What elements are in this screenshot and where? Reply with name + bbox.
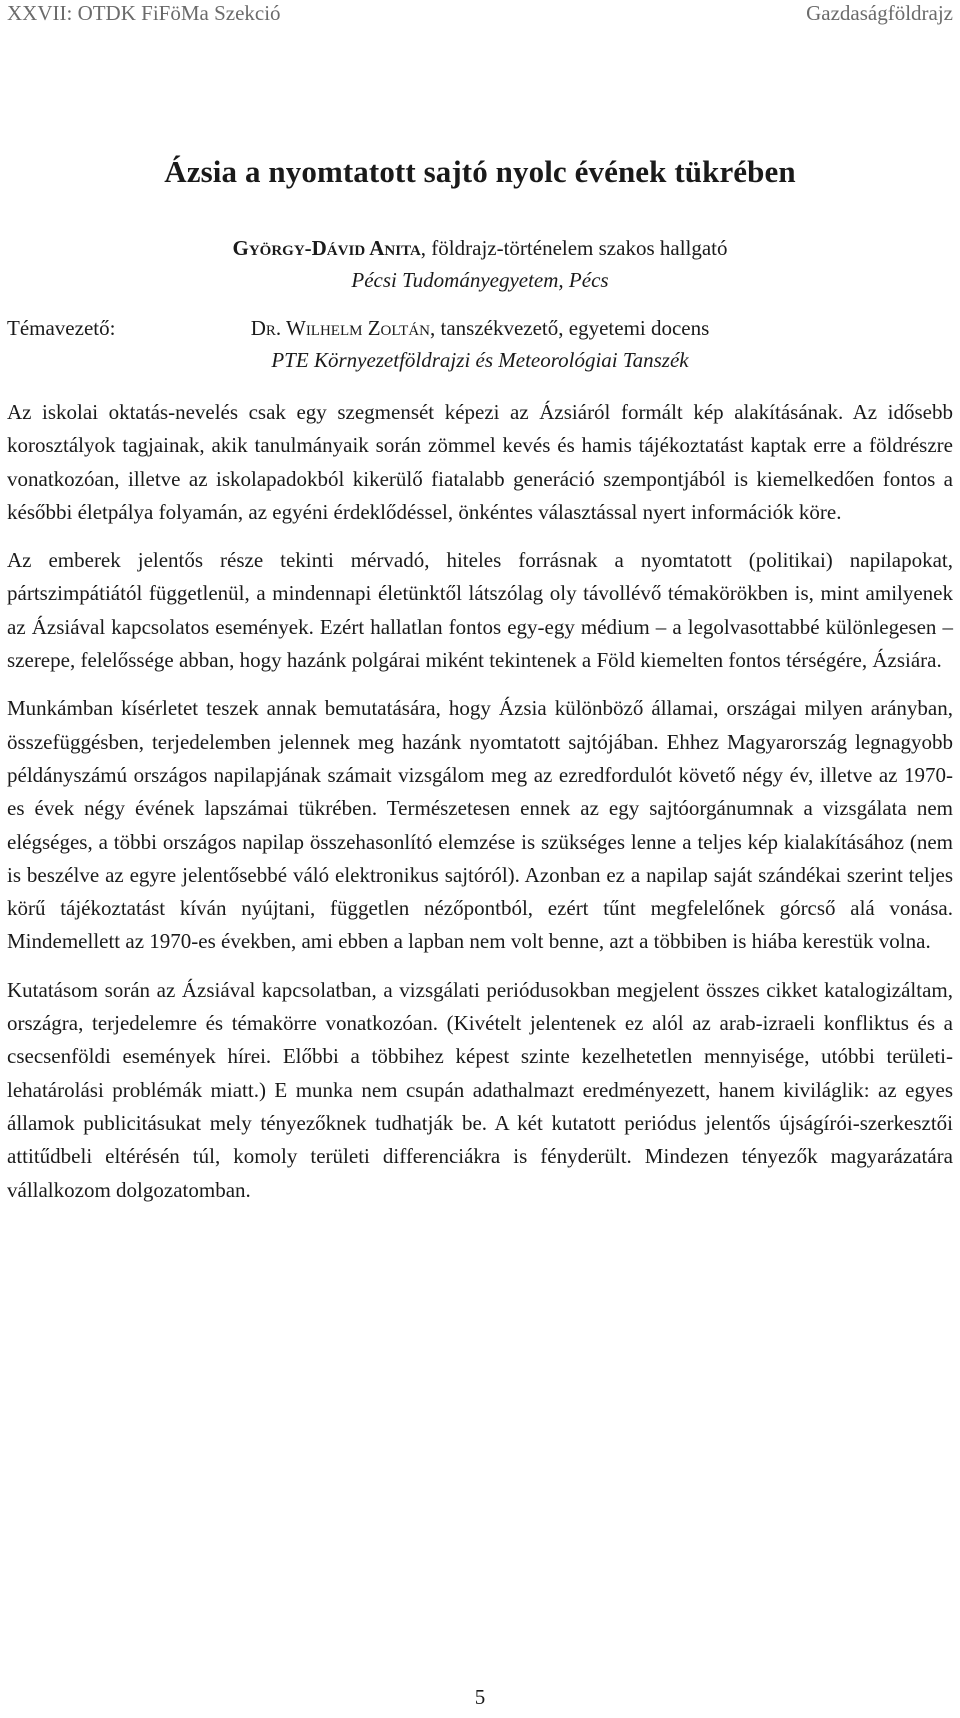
author-name: György-Dávid Anita [232, 236, 421, 260]
author-affiliation: Pécsi Tudományegyetem, Pécs [351, 268, 609, 292]
author-description: , földrajz-történelem szakos hallgató [420, 236, 728, 260]
supervisor-label: Témavezető: [7, 316, 116, 340]
supervisor-department: PTE Környezetföldrajzi és Meteorológiai Tanszék [271, 348, 689, 372]
page-number: 5 [474, 1685, 486, 1709]
paper-title: Ázsia a nyomtatott sajtó nyolc évének tükrében [164, 154, 796, 189]
running-header-right: Gazdaságföldrajz [806, 1, 953, 25]
supervisor-line [0, 314, 960, 342]
paragraph-1: Az iskolai oktatás-nevelés csak egy szegmensét képezi az Ázsiáról formált kép alakításának. Az idősebb korosztályok tagjainak, akik tanulmányaik során zömmel kevés és hamis tájékoztatást kaptak erre a földrészre vonatkozóan, illetve az iskolapadokból kikerülő fiatalabb generáció szempontjából is kiemelkedően fontos a későbbi életpálya folyamán, az egyéni érdeklődéssel, önkéntes választással nyert információk köre. [7, 400, 953, 524]
paragraph-2: Az emberek jelentős része tekinti mérvadó, hiteles forrásnak a nyomtatott (politikai) napilapokat, pártszimpátiától függetlenül, a mindennapi életünktől látszólag oly távollévő témakörökben is, mint amilyenek az Ázsiával kapcsolatos események. Ezért hallatlan fontos egy-egy médium – a legolvasottabbé különlegesen – szerepe, felelőssége abban, hogy hazánk polgárai miként tekintenek a Föld kiemelten fontos térségére, Ázsiára. [7, 548, 953, 673]
author-line [0, 234, 960, 262]
paragraph-4: Kutatásom során az Ázsiával kapcsolatban, a vizsgálati periódusokban megjelent összes cikket katalogizáltam, országra, terjedelemre és témakörre vonatkozóan. (Kivételt jelentenek ez alól az arab-izraeli konfliktus és a csecsenföldi események hírei. Előbbi a többihez képest szinte kezelhetetlen mennyisége, utóbbi területi-lehatárolási problémák miatt.) E munka nem csupán adathalmazt eredményezett, hanem kiviláglik: az egyes államok publicitásukat mely tényezőknek tudhatják be. A két kutatott periódus jelentős újságírói-szerkesztői attitűdbeli eltérésén túl, komoly területi differenciákra is fényderült. Mindezen tényezők magyarázatára vállalkozom dolgozatomban. [7, 977, 953, 1202]
supervisor-description: , tanszékvezető, egyetemi docens [430, 316, 710, 340]
supervisor-name: Dr. Wilhelm Zoltán [250, 316, 430, 340]
running-header-left: XXVII: OTDK FiFöMa Szekció [7, 1, 281, 25]
abstract-body [7, 396, 953, 1222]
paragraph-3: Munkámban kísérletet teszek annak bemutatására, hogy Ázsia különböző államai, országai milyen arányban, összefüggésben, terjedelemben jelennek meg hazánk nyomtatott sajtójában. Ehhez Magyarország legnagyobb példányszámú országos napilapjának számait vizsgálom meg az ezredfordulót követő négy év, illetve az 1970-es évek négy évének lapszámai tükrében. Természetesen ennek az egy sajtóorgánumnak a vizsgálata nem elégséges, a többi országos napilap összehasonlító elemzése is szükséges lenne a teljes kép kialakításához (nem is beszélve az egyre jelentősebbé váló elektronikus sajtóról). Azonban ez a napilap saját szándékai szerint teljes körű tájékoztatást kíván nyújtani, független nézőpontból, ezért tűnt megfelelőnek górcső alá vonása. Mindemellett az 1970-es években, ami ebben a lapban nem volt benne, azt a többiben is hiába kerestük volna. [7, 696, 953, 954]
